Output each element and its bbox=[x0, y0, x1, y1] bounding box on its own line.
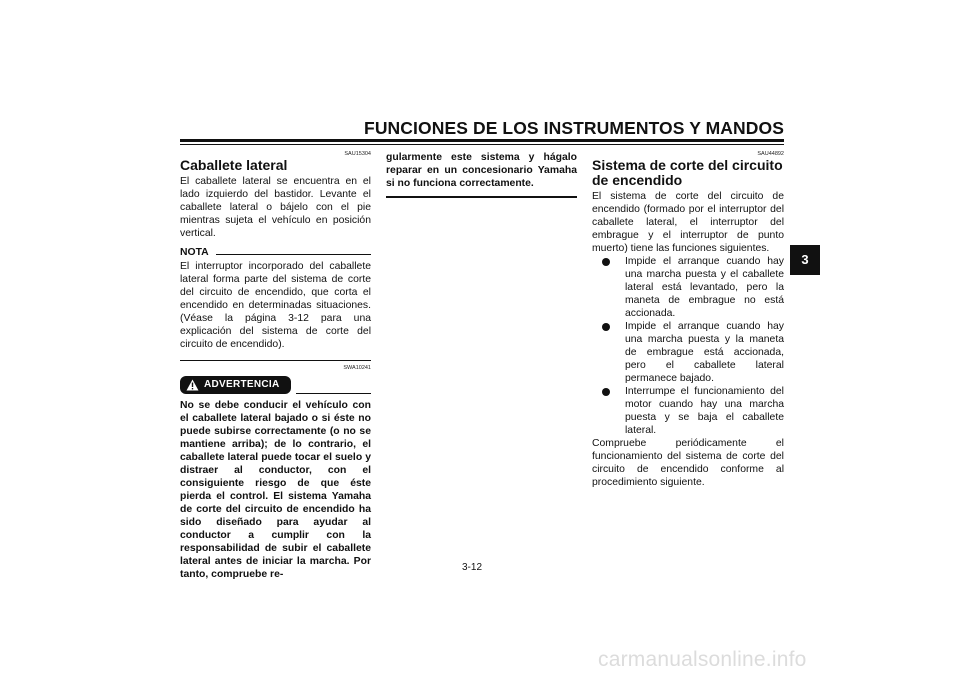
bullet-icon bbox=[602, 323, 610, 331]
page-number: 3-12 bbox=[462, 562, 483, 573]
list-item-text: Interrumpe el funcionamiento del motor cuando hay una marcha puesta y se baja el caballete lateral. bbox=[625, 386, 784, 436]
section-outro: Compruebe periódicamente el funcionamiento del sistema de corte del circuito de encendido conforme al procedimiento siguiente. bbox=[592, 438, 784, 488]
bullet-icon bbox=[602, 258, 610, 266]
warning-label: ADVERTENCIA bbox=[204, 379, 280, 390]
header-rule bbox=[180, 139, 784, 142]
note-header bbox=[180, 244, 371, 260]
warning-code: SWA10241 bbox=[343, 365, 371, 371]
watermark: carmanualsonline.info bbox=[598, 648, 807, 671]
warning-rule bbox=[296, 393, 371, 394]
list-item bbox=[602, 255, 784, 320]
warning-badge bbox=[180, 376, 291, 394]
chapter-tab: 3 bbox=[790, 245, 820, 275]
list-item-text: Impide el arranque cuando hay una marcha puesta y el caballete lateral está levantado, pero la maneta de embrague no está accionada. bbox=[625, 256, 784, 319]
section-code: SAU44892 bbox=[757, 151, 784, 157]
section-heading: Sistema de corte del circuito de encendido bbox=[592, 157, 783, 188]
section-body: El caballete lateral se encuentra en el lado izquierdo del bastidor. Levante el caballete lateral o bájelo con el pie mientras sujeta el vehículo en posición vertical. bbox=[180, 176, 371, 239]
warning-text-continued: gularmente este sistema y hágalo reparar en un concesionario Yamaha si no funciona correctamente. bbox=[386, 152, 577, 189]
note-end-rule bbox=[180, 360, 371, 361]
warning-text: No se debe conducir el vehículo con el caballete lateral bajado o si éste no puede subirse correctamente (o no se mantiene arriba); de lo contrario, el caballete lateral puede tocar el suelo y distraer al conductor, con el consiguiente riesgo de que éste pierda el control. El sistema Yamaha de corte del circuito de encendido ha sido diseñado para ayudar al conductor a cumplir con la responsabilidad de subir el caballete lateral antes de iniciar la marcha. Por tanto, compruebe re- bbox=[180, 400, 371, 580]
warning-end-rule bbox=[386, 196, 577, 198]
column-left bbox=[180, 151, 371, 581]
note-label: NOTA bbox=[180, 247, 209, 258]
bullet-icon bbox=[602, 388, 610, 396]
page-header-title: FUNCIONES DE LOS INSTRUMENTOS Y MANDOS bbox=[364, 118, 784, 138]
function-list bbox=[592, 255, 784, 437]
warning-triangle-icon bbox=[186, 379, 199, 391]
list-item-text: Impide el arranque cuando hay una marcha puesta y la maneta de embrague está accionada, pero el caballete lateral permanece bajado. bbox=[625, 321, 784, 384]
section-code: SAU15304 bbox=[344, 151, 371, 157]
header-rule-thin bbox=[180, 144, 784, 145]
warning-header bbox=[180, 376, 371, 394]
column-right bbox=[592, 151, 784, 489]
note-rule bbox=[216, 254, 371, 255]
column-middle bbox=[386, 151, 577, 198]
list-item bbox=[602, 320, 784, 385]
section-heading: Caballete lateral bbox=[180, 157, 288, 173]
section-intro: El sistema de corte del circuito de encendido (formado por el interruptor del caballete lateral, el interruptor del embrague y el interruptor de punto muerto) tiene las funciones siguientes. bbox=[592, 191, 784, 254]
list-item bbox=[602, 385, 784, 437]
note-text: El interruptor incorporado del caballete lateral forma parte del sistema de corte del circuito de encendido, que corta el encendido en determinadas situaciones. (Véase la página 3-12 para una explicación del sistema de corte del circuito de encendido). bbox=[180, 261, 371, 350]
